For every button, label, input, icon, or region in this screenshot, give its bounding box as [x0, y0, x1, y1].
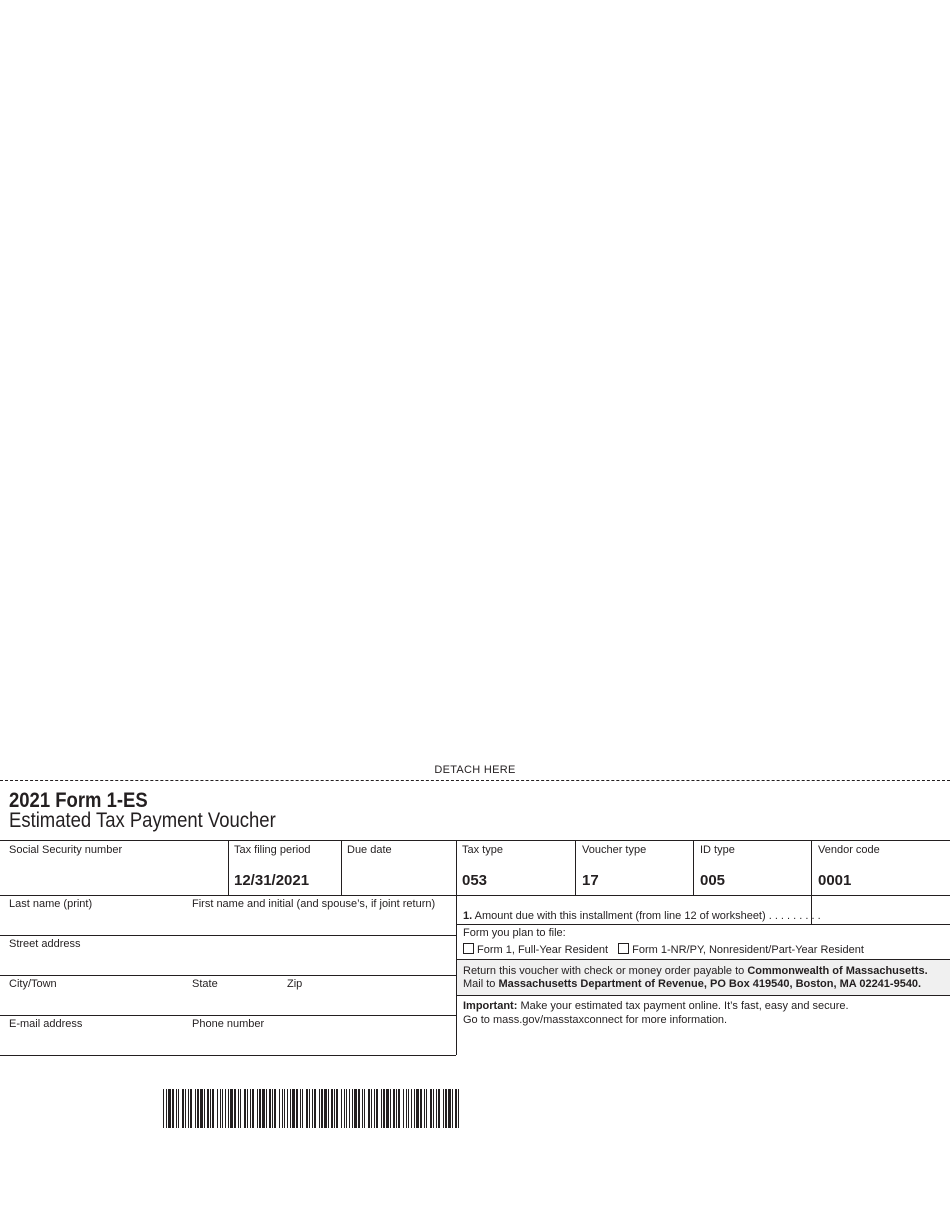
- ssn-field[interactable]: [2, 858, 226, 892]
- divider: [0, 1055, 456, 1056]
- tax-filing-period-value: 12/31/2021: [234, 872, 310, 889]
- amount-due-field[interactable]: [813, 897, 949, 923]
- top-row-bottom-border: [0, 895, 950, 896]
- divider: [0, 1015, 456, 1016]
- mailing-address: Massachusetts Department of Revenue, PO Box 419540, Boston, MA 02241-9540.: [498, 978, 922, 990]
- state-label: State: [192, 978, 218, 990]
- zip-label: Zip: [287, 978, 303, 990]
- divider: [456, 924, 950, 925]
- center-divider: [456, 840, 457, 1055]
- last-name-label: Last name (print): [9, 898, 93, 910]
- form1nr-checkbox[interactable]: [618, 943, 629, 954]
- city-label: City/Town: [9, 978, 57, 990]
- city-state-zip-field[interactable]: [2, 992, 454, 1014]
- street-address-label: Street address: [9, 938, 81, 950]
- email-phone-field[interactable]: [2, 1032, 454, 1054]
- tax-type-value: 053: [462, 872, 488, 889]
- divider: [341, 840, 342, 895]
- form-plan-label: Form you plan to file:: [463, 927, 566, 939]
- id-type-value: 005: [700, 872, 726, 889]
- amount-due-text: Amount due with this installment (from line 12 of worksheet) . . . . . . . . .: [472, 910, 821, 922]
- tax-type-label: Tax type: [462, 844, 503, 856]
- form-options: [463, 943, 864, 957]
- divider: [456, 995, 950, 996]
- detach-here-label: DETACH HERE: [434, 764, 516, 776]
- divider: [0, 935, 456, 936]
- form1-checkbox[interactable]: [463, 943, 474, 954]
- mail-instructions: [463, 978, 921, 991]
- payee-name: Commonwealth of Massachusetts.: [747, 965, 928, 977]
- important-label: Important:: [463, 1000, 518, 1012]
- divider: [693, 840, 694, 895]
- phone-label: Phone number: [192, 1018, 265, 1030]
- street-address-field[interactable]: [2, 952, 454, 974]
- barcode: [163, 1089, 459, 1128]
- barcode-graphic: [163, 1089, 459, 1128]
- return-instructions: [463, 965, 928, 978]
- voucher-type-value: 17: [582, 872, 599, 889]
- first-name-label: First name and initial (and spouse’s, if joint return): [192, 898, 436, 910]
- id-type-label: ID type: [700, 844, 735, 856]
- amount-due-label: [463, 910, 821, 923]
- divider: [575, 840, 576, 895]
- top-row-top-border: [0, 840, 950, 841]
- due-date-label: Due date: [347, 844, 392, 856]
- name-field[interactable]: [2, 912, 454, 934]
- important-note: [463, 1000, 849, 1013]
- vendor-code-value: 0001: [818, 872, 852, 889]
- form1nr-option-label: Form 1-NR/PY, Nonresident/Part-Year Resident: [632, 944, 864, 956]
- divider: [228, 840, 229, 895]
- return-text: Return this voucher with check or money order payable to: [463, 965, 748, 977]
- email-label: E-mail address: [9, 1018, 83, 1030]
- form-subtitle: Estimated Tax Payment Voucher: [9, 809, 276, 832]
- form1-option-label: Form 1, Full-Year Resident: [477, 944, 609, 956]
- mail-text: Mail to: [463, 978, 499, 990]
- divider: [0, 975, 456, 976]
- amount-line-number: 1.: [463, 910, 473, 922]
- important-text: Make your estimated tax payment online. It’s fast, easy and secure.: [517, 1000, 849, 1012]
- form-title: 2021 Form 1-ES: [9, 789, 148, 812]
- ssn-label: Social Security number: [9, 844, 123, 856]
- voucher-type-label: Voucher type: [582, 844, 647, 856]
- detach-dashed-line: [0, 780, 950, 781]
- vendor-code-label: Vendor code: [818, 844, 880, 856]
- tax-filing-period-label: Tax filing period: [234, 844, 311, 856]
- online-link-text: Go to mass.gov/masstaxconnect for more information.: [463, 1014, 728, 1026]
